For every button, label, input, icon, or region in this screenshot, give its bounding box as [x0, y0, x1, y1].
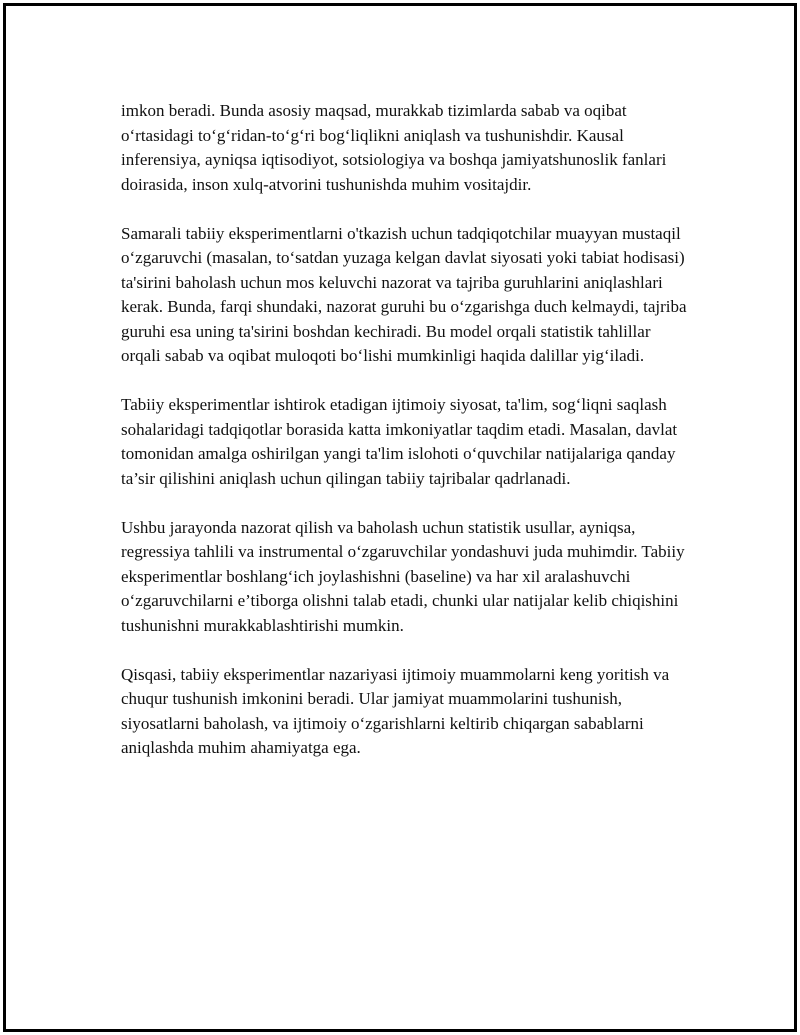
paragraph-3: Tabiiy eksperimentlar ishtirok etadigan ijtimoiy siyosat, ta'lim, sog‘liqni saqlash sohalaridagi tadqiqotlar borasida katta imkoniyatlar taqdim etadi. Masalan, davlat tomonidan amalga oshirilgan yangi ta'lim islohoti o‘quvchilar natijalariga qanday ta’sir qilishini aniqlash uchun qilingan tabiiy tajribalar qadrlanadi. — [121, 395, 678, 488]
paragraph-4: Ushbu jarayonda nazorat qilish va baholash uchun statistik usullar, ayniqsa, regressiya tahlili va instrumental o‘zgaruvchilar yondashuvi juda muhimdir. Tabiiy eksperimentlar boshlang‘ich joylashishni (baseline) va har xil aralashuvchi o‘zgaruvchilarni e’tiborga olishni talab etadi, chunki ular natijalar kelib chiqishini tushunishni murakkablashtirishi mumkin. — [121, 517, 685, 635]
paragraph-5: Qisqasi, tabiiy eksperimentlar nazariyasi ijtimoiy muammolarni keng yoritish va chuqur tushunish imkonini beradi. Ular jamiyat muammolarini tushunish, siyosatlarni baholash, va ijtimoiy o‘zgarishlarni keltirib chiqargan sabablarni aniqlashda muhim ahamiyatga ega. — [121, 664, 670, 757]
document-body — [121, 99, 691, 785]
document-page — [3, 3, 797, 1032]
paragraph-1: imkon beradi. Bunda asosiy maqsad, murakkab tizimlarda sabab va oqibat o‘rtasidagi to‘g‘ridan-to‘g‘ri bog‘liqlikni aniqlash va tushunishdir. Kausal inferensiya, ayniqsa iqtisodiyot, sotsiologiya va boshqa jamiyatshunoslik fanlari doirasida, inson xulq-atvorini tushunishda muhim vositajdir. — [121, 101, 667, 194]
paragraph-2: Samarali tabiiy eksperimentlarni o'tkazish uchun tadqiqotchilar muayyan mustaqil o‘zgaruvchi (masalan, to‘satdan yuzaga kelgan davlat siyosati yoki tabiat hodisasi) ta'sirini baholash uchun mos keluvchi nazorat va tajriba guruhlarini aniqlashlari kerak. Bunda, farqi shundaki, nazorat guruhi bu o‘zgarishga duch kelmaydi, tajriba guruhi esa uning ta'sirini boshdan kechiradi. Bu model orqali statistik tahlillar orqali sabab va oqibat muloqoti bo‘lishi mumkinligi haqida dalillar yig‘iladi. — [121, 223, 687, 365]
